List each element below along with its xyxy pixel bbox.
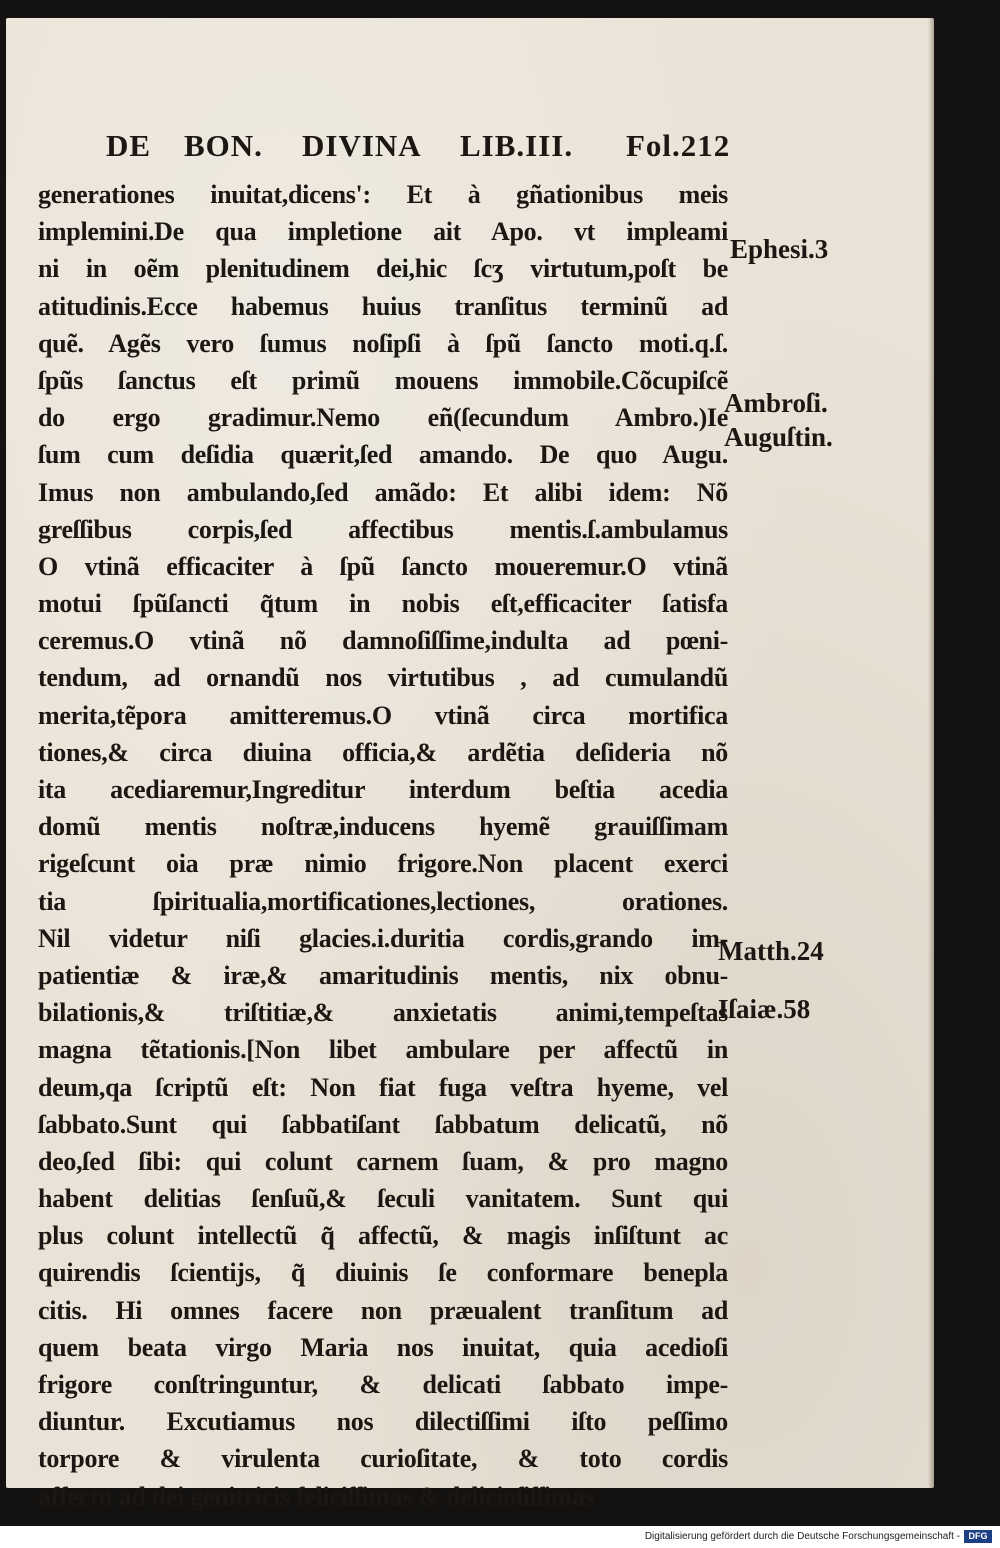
text-line: tia ſpiritualia,mortificationes,lectiones, orationes. xyxy=(38,886,728,916)
text-line: affectu ad dei genitricis feliciſſimas & delicioſiſſimas xyxy=(38,1481,595,1511)
text-line: plus colunt intellectũ q̃ affectũ, & magis inſiſtunt ac xyxy=(38,1221,728,1251)
text-line: habent delitias ſenſuũ,& ſeculi vanitatem. Sunt qui xyxy=(38,1184,728,1214)
text-line: motui ſpũſancti q̃tum in nobis eſt,efficaciter ſatisfa xyxy=(38,589,728,619)
text-line: quirendis ſcientijs, q̃ diuinis ſe conformare benepla xyxy=(38,1258,728,1288)
text-line: frigore conſtringuntur, & delicati ſabbato impe- xyxy=(38,1370,728,1399)
text-line: Nil videtur niſi glacies.i.duritia cordis,grando im- xyxy=(38,923,728,953)
running-head-word: DE xyxy=(106,128,152,163)
text-line: quẽ. Agẽs vero ſumus noſipſi à ſpũ ſancto moti.q.ſ. xyxy=(38,328,728,358)
marginal-note-matth: Matth.24 xyxy=(718,936,824,966)
text-line: diuntur. Excutiamus nos dilectiſſimi iſto peſſimo xyxy=(38,1407,728,1437)
text-line: deo,ſed ſibi: qui colunt carnem ſuam, & pro magno xyxy=(38,1146,728,1176)
text-line: tiones,& circa diuina officia,& ardẽtia deſideria nõ xyxy=(38,737,728,767)
text-line: ſabbato.Sunt qui ſabbatiſant ſabbatum delicatũ, nõ xyxy=(38,1109,728,1139)
text-line: ceremus.O vtinã nõ damnoſiſſime,indulta ad pœni- xyxy=(38,626,728,656)
text-line: ni in oẽm plenitudinem dei,hic ſcʒ virtutum,poſt be xyxy=(38,254,728,284)
text-line: implemini.De qua impletione ait Apo. vt impleami xyxy=(38,217,728,247)
text-line: ſpũs ſanctus eſt primũ mouens immobile.Cõcupiſcẽ xyxy=(38,365,728,395)
book-page xyxy=(6,18,934,1511)
running-head xyxy=(106,128,736,168)
dfg-logo: DFG xyxy=(964,1530,992,1543)
text-line: generationes inuitat,dicens': Et à gñationibus meis xyxy=(38,180,728,209)
text-line: atitudinis.Ecce habemus huius tranſitus terminũ ad xyxy=(38,291,728,321)
marginal-note-isaiae: Iſaiæ.58 xyxy=(718,994,811,1024)
running-head-word: BON. xyxy=(184,128,263,163)
text-line: Imus non ambulando,ſed amãdo: Et alibi idem: Nõ xyxy=(38,477,728,507)
text-line: bilationis,& triſtitiæ,& anxietatis animi,tempeſtas xyxy=(38,998,728,1028)
text-line: tendum, ad ornandũ nos virtutibus , ad cumulandũ xyxy=(38,663,728,693)
text-line: do ergo gradimur.Nemo eñ(ſecundum Ambro.)Ie xyxy=(38,403,728,433)
text-line: merita,tẽpora amitteremus.O vtinã circa mortifica xyxy=(38,700,728,730)
running-head-word: DIVINA xyxy=(302,128,422,163)
text-line: quem beata virgo Maria nos inuitat, quia acedioſi xyxy=(38,1332,728,1362)
page-edge-shadow xyxy=(928,18,934,1488)
running-head-word: LIB.III. xyxy=(460,128,574,163)
text-line: ita acediaremur,Ingreditur interdum beſtia acedia xyxy=(38,775,728,804)
text-line: O vtinã efficaciter à ſpũ ſancto moueremur.O vtinã xyxy=(38,551,728,581)
text-line: citis. Hi omnes facere non præualent tranſitum ad xyxy=(38,1295,728,1325)
folio-number: Fol.212 xyxy=(626,128,731,163)
text-line: rigeſcunt oia præ nimio frigore.Non placent exerci xyxy=(38,849,728,879)
marginal-note-augustin: Auguſtin. xyxy=(724,422,833,452)
marginal-note-ephesi: Ephesi.3 xyxy=(730,234,829,264)
text-line: patientiæ & iræ,& amaritudinis mentis, nix obnu- xyxy=(38,960,728,990)
text-line: deum,qa ſcriptũ eſt: Non fiat fuga veſtra hyeme, vel xyxy=(38,1072,728,1102)
footer-bar xyxy=(0,1526,1000,1548)
text-line: magna tẽtationis.[Non libet ambulare per affectũ in xyxy=(38,1035,728,1065)
text-line: ſum cum deſidia quærit,ſed amando. De quo Augu. xyxy=(38,440,728,470)
text-line: torpore & virulenta curioſitate, & toto cordis xyxy=(38,1444,728,1474)
footer-credit: Digitalisierung gefördert durch die Deutsche Forschungsgemeinschaft - xyxy=(644,1531,960,1542)
text-line: domũ mentis noſtræ,inducens hyemẽ grauiſſimam xyxy=(38,812,728,842)
marginal-note-ambrosi: Ambroſi. xyxy=(724,388,828,418)
text-line: greſſibus corpis,ſed affectibus mentis.ſ.ambulamus xyxy=(38,514,728,544)
body-text xyxy=(38,176,728,1515)
